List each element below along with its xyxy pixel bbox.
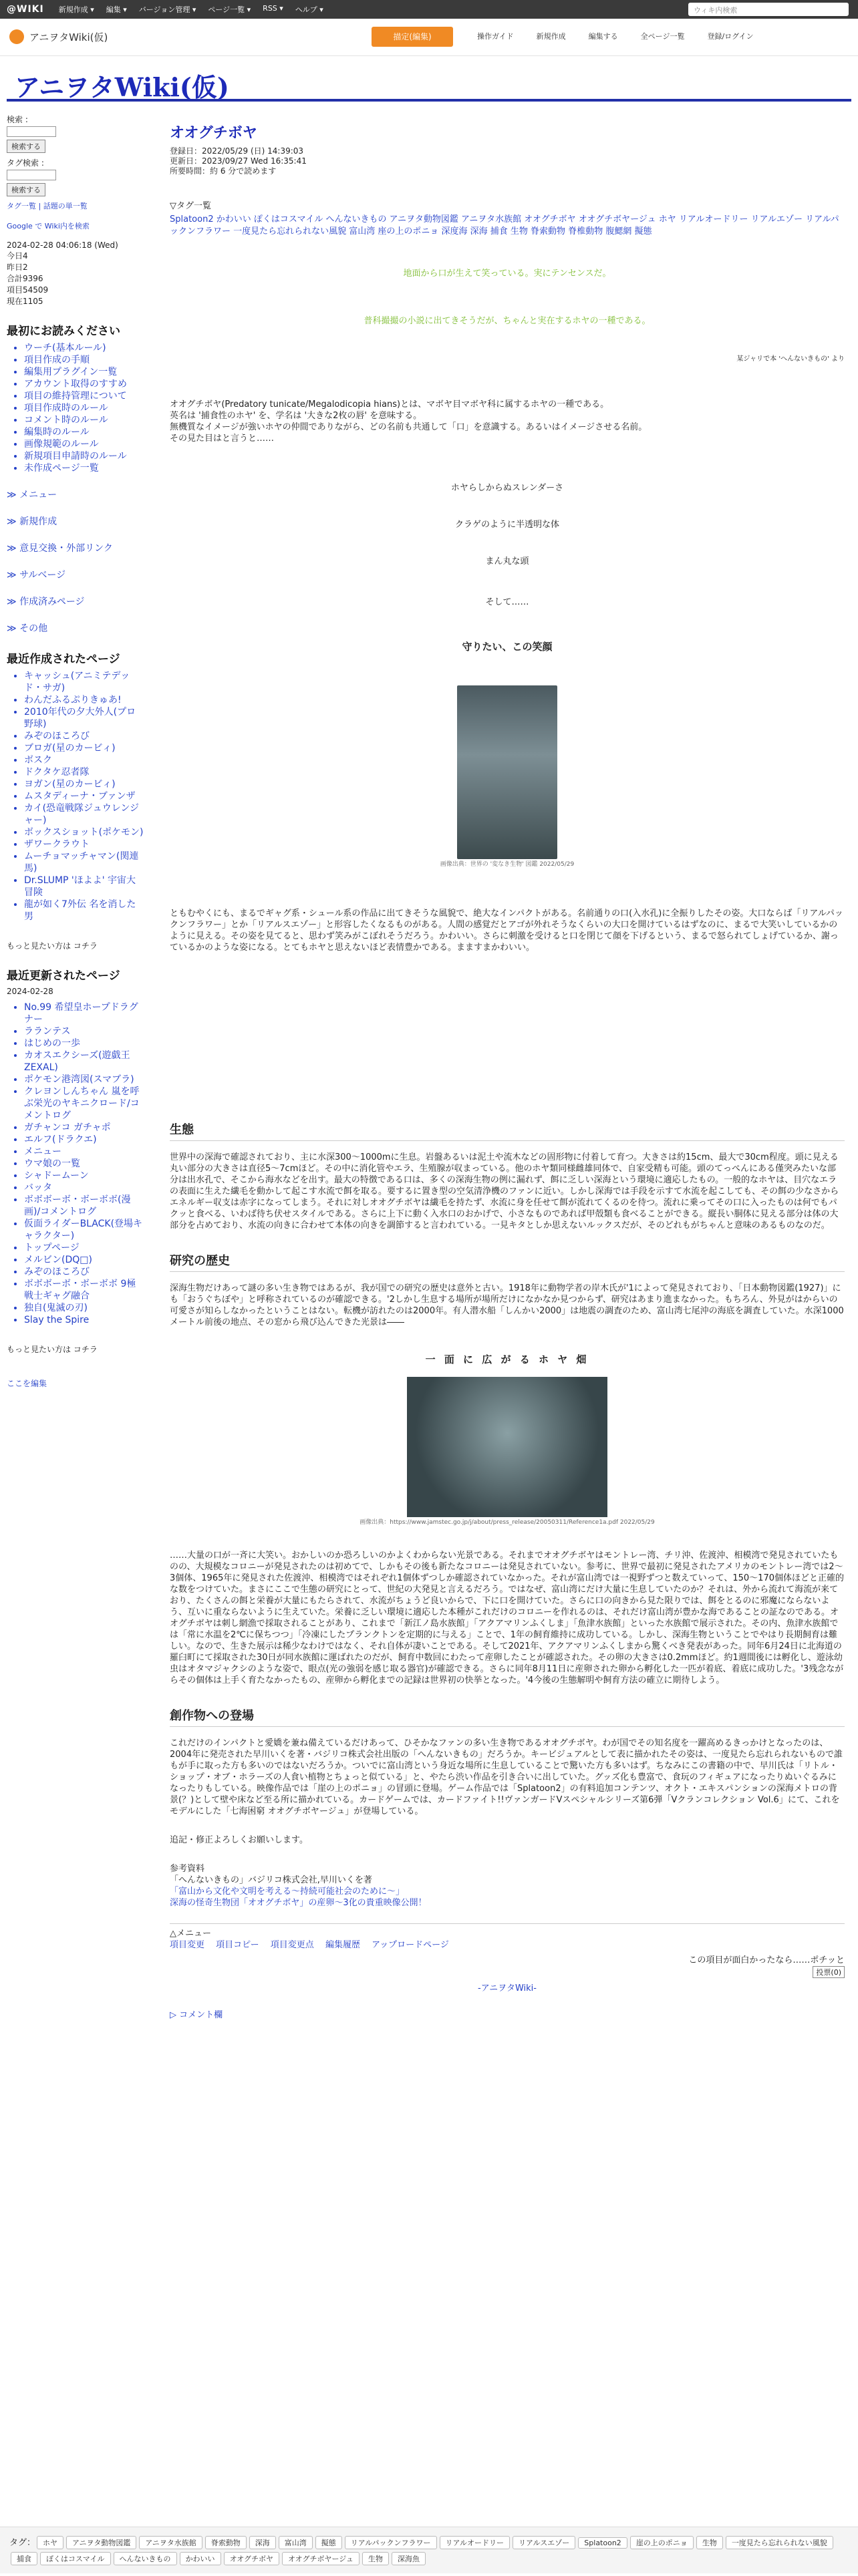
article [170, 115, 845, 2021]
updated-item-6[interactable]: • ガチャンコ ガチャポ [24, 1122, 144, 1134]
tag-search-input[interactable] [7, 170, 56, 180]
updated-item-0[interactable]: • No.99 希望皇ホープドラグナー [24, 1001, 144, 1025]
slogan-3: まん丸な頭 [485, 556, 529, 567]
sidebar-section-5[interactable]: ≫ その他 [7, 623, 48, 634]
footer-tag-3[interactable]: 脊索動物 [205, 2536, 247, 2549]
tag-list-link[interactable]: タグ一覧 | 話題の単一覧 [7, 202, 88, 210]
footer-tag-12[interactable]: 生物 [696, 2536, 723, 2549]
menu-rss[interactable]: RSS ▾ [263, 4, 283, 13]
field-text: ……大量の口が一斉に大笑い。おかしいのか恐ろしいのかよくわからない光景である。それまでオオグチボヤはモントレー湾、チリ沖、佐渡沖、相模湾で発見されていたものの、大規模なコロニーが発見されたのは初めてで、しかもその後も新たなコロニーは発見されていない。参考に、世界で最初に発見されたアメリカのモントレー湾では2〜3個体、1965年に発見された佐渡沖、相模湾ではそれぞれ1個体ずつしか確認されていなかった。それが富山湾では一視野ずつと数えていって、150〜170個体ほどと正確的な数をつけていた。まさにここで生態の研究にとって、世紀の大発見と言えるだろう。ではなぜ、富山湾にだけ大量に生息していたのか？それは、外から流れて海流が来ており、たくさんの餌と栄養が大量にもたらされて、水流がちょうど良いからで、下に口を開けていた。さらに口の向きから見た限りでは、餌をとるのに邪魔にならないよう、互いに重ならないように生えていた。栄養に乏しい環境に適応した本種がこれだけのコロニーを作れるのは、それだけ富山湾が豊かな海であることの証なのである。オオグチボヤは刺し網漁で採取されることがあり、これまで「新江ノ島水族館」「アクアマリンふくしま」「魚津水族館」といった水族館で展示された。その内、魚津水族館では「常に水温を2℃に保ちつつ」「冷凍にしたプランクトンを定期的に与える」ことで、1年の飼育維持に成功している。しかし、深海生物ということでやはり長期飼育は難しい。なので、生きた展示は稀少なわけではなく、それ自体が凄いことである。そして2021年、アクアマリンふくしまから驚くべき発表があった。同年6月24日に北海道の羅臼町にて採取された30日が同水族館に運ばれたのだが、飼育中数回にわたって産卵したことが確認された。その卵の大きさは0.2mmほど。約1週間後には孵化し、遊泳幼虫はオタマジャクシのような姿で、眼点(光の強弱を感じ取る器官)が確認できる。さらに同年8月11日に産卵された卵から孵化した一匹が着底、着底に成功した。'3残念ながらその個体は上手く育たなかったもの、産卵から孵化までの記録は世界初の快挙となった。'4今後の生態解明や飼育方法の確立に期待しよう。 [170, 1551, 844, 1685]
footer-tag-0[interactable]: ホヤ [37, 2536, 63, 2549]
footer-tag-7[interactable]: リアルパックンフラワー [345, 2536, 437, 2549]
footer-menu [170, 1923, 845, 1951]
updated-item-14[interactable]: • トップページ [24, 1242, 144, 1254]
footer-tag-2[interactable]: アニヲタ水族館 [139, 2536, 202, 2549]
footer-tag-15[interactable]: ぼくはコスマイル [40, 2552, 111, 2565]
google-search-link[interactable]: Google で Wiki内を検索 [7, 222, 90, 230]
updated-item-10[interactable]: • シャドームーン [24, 1170, 144, 1182]
all-pages-link[interactable]: 全ページ一覧 [640, 32, 685, 41]
tool-links [477, 31, 776, 41]
intro-4: その見た目はと言うと…… [170, 434, 275, 444]
smile-title: 守りたい、この笑顔 [462, 641, 553, 653]
more-link-1[interactable]: もっと見たい方は コチラ [7, 941, 98, 951]
count-today: 今日4 [7, 251, 28, 261]
nav-bar [0, 19, 858, 56]
recent-item-13[interactable]: • Dr.SLUMP 'ほよよ' 宇宙大冒険 [24, 874, 144, 899]
sidebar-section-3[interactable]: ≫ サルベージ [7, 570, 66, 581]
add-note: 追記・修正よろしくお願いします。 [170, 1835, 308, 1845]
count-yesterday: 昨日2 [7, 263, 28, 272]
photo-caption-1: 画像出典：世界の '変なき生物' 図鑑 2022/05/29 [440, 861, 575, 868]
footer-tag-13[interactable]: 一度見たら忘れられない風貌 [726, 2536, 833, 2549]
updated-item-2[interactable]: • はじめの一歩 [24, 1037, 144, 1050]
edit-button[interactable]: 描定(編集) [372, 27, 453, 47]
footer-link-2[interactable]: 項目コピー [216, 1940, 259, 1950]
recent-item-5[interactable]: • ボスク [24, 754, 144, 766]
footer-tag-4[interactable]: 深海 [249, 2536, 276, 2549]
updated-item-19[interactable]: • Slay the Spire [24, 1314, 144, 1326]
ref-1: 「へんないきもの」バジリコ株式会社,早川いくを著 [170, 1875, 372, 1885]
menu-new[interactable]: 新規作成 ▾ [58, 5, 94, 14]
footer-tag-9[interactable]: リアルスエゾー [513, 2536, 575, 2549]
first-read-item-8[interactable]: • 画像規範のルール [24, 438, 144, 450]
updated-item-15[interactable]: • メルビン(DQ□) [24, 1254, 144, 1266]
field-photo [407, 1377, 607, 1517]
recent-item-3[interactable]: • みぞのほころび [24, 730, 144, 742]
top-menu [59, 4, 335, 15]
footer-tag-8[interactable]: リアルオードリー [440, 2536, 511, 2549]
site-icon [9, 29, 24, 44]
footer-tag-18[interactable]: オオグチボヤ [224, 2552, 279, 2565]
updated-item-11[interactable]: • バッタ [24, 1182, 144, 1194]
footer-tag-19[interactable]: オオグチボヤージュ [282, 2552, 360, 2565]
updated-item-1[interactable]: • ラランテス [24, 1025, 144, 1037]
first-read-item-0[interactable]: • ウーチ(基本ルール) [24, 342, 144, 354]
sidebar-section-0[interactable]: ≫ メニュー [7, 490, 57, 500]
footer-links [170, 1939, 845, 1951]
sidebar-section-1[interactable]: ≫ 新規作成 [7, 516, 57, 527]
guide-link[interactable]: 操作ガイド [477, 32, 514, 41]
media-heading: 創作物への登場 [170, 1706, 845, 1727]
history-heading: 研究の歴史 [170, 1251, 845, 1272]
tag-list[interactable]: Splatoon2 かわいい ぽくはコスマイル へんないきもの アニヲタ動物図鑑 アニヲタ水族館 オオグチボヤ オオグチボヤージュ ホヤ リアルオードリー リアルエゾー リアルパックンフラワー 一度見たら忘れられない風貌 富山湾 座の上のポニョ 深度海 深海 捕食 生物 脊索動物 脊椎動物 腹鰓網 擬態 [170, 214, 839, 236]
more-link-2[interactable]: もっと見たい方は コチラ [7, 1345, 98, 1354]
new-link[interactable]: 新規作成 [536, 32, 566, 41]
tag-search-button[interactable]: 検索する [7, 183, 45, 196]
slogan-1: ホヤらしからぬスレンダーさ [450, 483, 564, 493]
site-name[interactable] [9, 29, 108, 44]
recent-item-12[interactable]: • ムーチョマッチャマン(関連馬) [24, 850, 144, 874]
ref-2[interactable]: 「富山から文化や文明を考える〜持続可能社会のために〜」 [170, 1887, 405, 1897]
login-link[interactable]: 登録/ログイン [707, 32, 754, 41]
updated-item-9[interactable]: • ウマ娘の一覧 [24, 1158, 144, 1170]
ref-3[interactable]: 深海の怪奇生物団「オオグチボヤ」の産卵〜3化の貴重映像公開！ [170, 1898, 427, 1908]
footer-link-1[interactable]: 項目変更 [170, 1940, 205, 1950]
ecology-heading: 生態 [170, 1120, 845, 1141]
updated-item-3[interactable]: • カオスエクシーズ(遊戯王ZEXAL) [24, 1050, 144, 1074]
recent-item-9[interactable]: • カイ(恐竜戦隊ジュウレンジャー) [24, 802, 144, 826]
footer-tag-16[interactable]: へんないきもの [114, 2552, 177, 2565]
recent-item-2[interactable]: • 2010年代の夕大外人(プロ野球) [24, 706, 144, 730]
first-read-item-9[interactable]: • 新規項目申請時のルール [24, 450, 144, 462]
footer-tag-list [0, 2527, 858, 2576]
intro-3: 無機質なイメージが強いホヤの仲間でありながら、どの名前も共通して「口」を意識する。あるいはイメージさせる名前。 [170, 422, 648, 432]
site-label: アニヲタWiki(仮) [29, 31, 108, 43]
footer-tag-11[interactable]: 崖の上のポニョ [630, 2536, 694, 2549]
first-read-item-7[interactable]: • 編集時のルール [24, 426, 144, 438]
tag-head[interactable]: ▽タグ一覧 [170, 201, 211, 211]
footer-tag-6[interactable]: 擬態 [315, 2536, 342, 2549]
footer-link-4[interactable]: 編集履歴 [325, 1940, 360, 1950]
ecology-text: 世界中の深海で確認されており、主に水深300〜1000mに生息。岩盤あるいは泥土や流木などの固形物に付着して育つ。大きさは約15cm、最大で30cm程度。頭に見える丸い部分の大きさは直径5〜7cmほど。その中に消化管やエラ、生殖腺が収まっている。他のホヤ類同様雌雄同体で、自家受精も可能。頭のてっぺんにある僅突みたいな部分は出水孔で、そこから海水などを出す。最大の特徴である口は、多くの深海生物の例に漏れず、餌に乏しい深海という環境に適応したもの。一般的なホヤは、目穴なエラの表面に生えた繊毛を動かして起こす水流で餌を取る。要するに置き型の空気清浄機のファンに近い。しかし深海では手段を示すて水流を起こしても、その餌の少なさからエネルギー収支は赤字になってしまう。それに対しオオグチボヤは繊毛を持たず、水流に身を任せて餌が流れてくるのを待つ。流れに乗ってその口に入ったものは何でもパクッと食べる、いわば待ち伏せスタイルである。さらに上下に動く入水口のおかげで、小さなものであれば甲殻類も食べることができる。縦長い胴体に見える部分は体の大部分を占めており、水流の向きに合わせて本体の向きを調節すると言われている。一見キタとしか思えないルックスだが、そのどれもがちゃんと意味のあるものなのだ。 [170, 1152, 839, 1231]
vote-text: この項目が面白かったなら……ポチッと [688, 1955, 845, 1965]
footer-tag-10[interactable]: Splatoon2 [578, 2537, 627, 2549]
slogan-2: クラゲのように半透明な体 [454, 520, 559, 530]
recent-item-7[interactable]: • ヨガン(星のカービィ) [24, 778, 144, 790]
footer-tag-1[interactable]: アニヲタ動物図鑑 [66, 2536, 136, 2549]
updated-item-18[interactable]: • 独自(鬼滅の刃) [24, 1302, 144, 1314]
first-read-title: 最初にお読みください [7, 325, 120, 338]
updated-item-13[interactable]: • 仮面ライダーBLACK(登場キャラクター) [24, 1218, 144, 1242]
sidebar [7, 114, 144, 1389]
updated-item-8[interactable]: • メニュー [24, 1146, 144, 1158]
updated-item-12[interactable]: • ボボボーボ・ボーボボ(漫画)/コメントログ [24, 1194, 144, 1218]
first-read-item-5[interactable]: • 項目作成時のルール [24, 402, 144, 414]
recent-item-1[interactable]: • わんだふるぷりきゅあ! [24, 694, 144, 706]
menu-toggle[interactable]: △メニュー [170, 1929, 211, 1939]
quote-source: 某ジャリで本 'へんないきもの' より [736, 355, 845, 363]
updated-item-7[interactable]: • エルフ(ドラクエ) [24, 1134, 144, 1146]
wiki-link[interactable]: -アニヲタWiki- [478, 1983, 537, 1993]
tag-label: タグ検索 : [7, 158, 44, 168]
menu-pages[interactable]: ページ一覧 ▾ [208, 5, 251, 14]
wiki-search-input[interactable]: ウィキ内検索 [688, 3, 849, 16]
first-read-item-1[interactable]: • 項目作成の手順 [24, 354, 144, 366]
recent-item-10[interactable]: • ボックスショット(ポケモン) [24, 826, 144, 838]
intro-1: オオグチボヤ(Predatory tunicate/Megalodicopia hians)とは、マボヤ目マボヤ科に属するホヤの一種である。 [170, 399, 609, 410]
lead-2: 普科撮撮の小説に出てきそうだが、ちゃんと実在するホヤの一種である。 [364, 316, 651, 326]
updated-date-meta: 更新日：2023/09/27 Wed 16:35:41 [170, 156, 307, 166]
sidebar-section-4[interactable]: ≫ 作成済みページ [7, 597, 85, 607]
footer-link-3[interactable]: 項目変更点 [270, 1940, 314, 1950]
updated-title: 最近更新されたページ [7, 969, 120, 983]
footer-tag-20[interactable]: 生物 [362, 2552, 389, 2565]
wiki-title[interactable]: アニヲタWiki(仮) [15, 72, 229, 102]
vote-area [170, 1955, 845, 1978]
footer-tag-label: タグ： [9, 2538, 36, 2548]
recent-item-4[interactable]: • ブロガ(星のカービィ) [24, 742, 144, 754]
reading-time: 所要時間：約 6 分で読めます [170, 166, 277, 176]
sidebar-search-input[interactable] [7, 126, 56, 137]
description: ともむやくにも、まるでギャグ系・シュール系の作品に出てきそうな風貌で、絶大なインパクトがある。名前通りの口(入水孔)に全振りしたその姿。大口ならば「リアルパックンフラワー」とか「リアルスエゾー」と形容したくなるものがある。人間の感覚だとアゴが外れそうなくらいの大口を開けているはずなのに、まるで大笑いしているかのように見える。その姿を見てると、思わず笑みがこぼれそうだろう。かわいい。さらに刺激を受けると口を閉じて顔を下げるという、まるで怒られてしょげているか、謝っているかのような姿になる。とてもホヤと思えないほど表情豊かである。まますまかわいい。 [170, 909, 843, 953]
first-read-item-2[interactable]: • 編集用プラグイン一覧 [24, 366, 144, 378]
atwiki-logo[interactable]: @WIKI [7, 4, 44, 15]
menu-edit[interactable]: 編集 ▾ [106, 5, 127, 14]
edit-here-link[interactable]: ここを編集 [7, 1379, 47, 1388]
edit-link[interactable]: 編集する [588, 32, 618, 41]
slogan-4: そして…… [485, 597, 529, 607]
intro-2: 英名は '捕食性のホヤ' を、学名は '大きな2枚の唇' を意味する。 [170, 411, 422, 421]
sidebar-section-2[interactable]: ≫ 意見交換・外部リンク [7, 543, 113, 554]
first-read-item-6[interactable]: • コメント時のルール [24, 414, 144, 426]
footer-tag-5[interactable]: 富山湾 [279, 2536, 313, 2549]
first-read-item-4[interactable]: • 項目の維持管理について [24, 390, 144, 402]
menu-help[interactable]: ヘルプ ▾ [295, 5, 323, 14]
lead-1: 地面から口が生えて笑っている。実にテンセンスだ。 [403, 269, 611, 279]
first-read-list [7, 342, 144, 474]
recent-item-8[interactable]: • ムスタディーナ・ブァンザ [24, 790, 144, 802]
tag-footer [0, 2527, 858, 2573]
count-total: 合計9396 [7, 274, 43, 283]
count-current: 現在1105 [7, 297, 43, 306]
recent-list [7, 670, 144, 923]
updated-item-17[interactable]: • ボボボーボ・ボーボボ 9極戦士ギャグ融合 [24, 1278, 144, 1302]
recent-title: 最近作成されたページ [7, 653, 120, 666]
field-title: 一 面 に 広 が る ホ ヤ 畑 [425, 1353, 589, 1365]
updated-item-5[interactable]: • クレヨンしんちゃん 嵐を呼ぶ栄光のヤキニクロード/コメントログ [24, 1086, 144, 1122]
footer-link-5[interactable]: アップロードページ [372, 1940, 449, 1950]
recent-item-14[interactable]: • 龍が如く7外伝 名を消した男 [24, 899, 144, 923]
vote-button[interactable]: 投票(0) [813, 1966, 845, 1978]
date-text: 2024-02-28 04:06:18 (Wed) [7, 240, 118, 250]
search-label: 検索 : [7, 115, 28, 124]
wiki-banner [7, 61, 851, 102]
search-button[interactable]: 検索する [7, 140, 45, 153]
history-text: 深海生物だけあって謎の多い生き物ではあるが、我が国での研究の歴史は意外と古い。1918年に動物学者の岸木氏が'1によって発見されており、「日本動物図鑑(1927)」にも「おうぐちぼや」と呼称されているのが確認できる。'2しかし生息する場所が場所だけになかなか見つからず、研究はあまり進まなかった。もちろん、外見がはからいの可愛さが知らしなかったということはない。転機が訪れたのは2000年。有人潜水船「しんかい2000」は地震の調査のため、富山湾七尾沖の海底を調査していた。水深1000メートル前後の地点、その窓から飛び込んできた光景は―― [170, 1283, 844, 1327]
media-text: これだけのインパクトと愛嬌を兼ね備えているだけあって、ひそかなファンの多い生き物であるオオグチボヤ。わが国でその知名度を一躍高めるきっかけとなったのは、2004年に発売された早川いくを著・バジリコ株式会社出版の「へんないきもの」だろうか。キービジュアルとして表に描かれたその姿は、一度見たら忘れられないもので誰もが手に取った方も多いのではないだろうか。ついでに富山湾という身近な場所に生息していることで驚いた方も多いはず。ちなみにこの書籍の中で、早川氏は「リトル・ショップ・オブ・ホラーズの人食い植物とちょっと似ている」と、やたら渋い作品を引き合いに出していた。グッズ化も豊富で、食玩のフィギュアになったりぬいぐるみになったりもしている。映像作品では「崖の上のポニョ」の冒頭に登場。ゲーム作品では「Splatoon2」の有料追加コンテンツ、オクト・エキスパンションの深海メトロの背景(？)として壁や床など至る所に描かれている。カードゲームでは、カードファイト!!ヴァンガードVスペシャルシリーズ第6弾「Vクランコレクション Vol.6」にて、これをモデルにした「七海困窮 オオグチボヤージュ」が登場している。 [170, 1738, 843, 1816]
footer-tag-21[interactable]: 深海魚 [392, 2552, 426, 2565]
recent-item-11[interactable]: • ザワークラウト [24, 838, 144, 850]
sidebar-sections [7, 488, 144, 635]
ascidian-photo [457, 685, 557, 859]
footer-tag-14[interactable]: 捕食 [11, 2552, 37, 2565]
registered-date: 登録日：2022/05/29 (日) 14:39:03 [170, 146, 304, 156]
first-read-item-3[interactable]: • アカウント取得のすすめ [24, 378, 144, 390]
menu-version[interactable]: バージョン管理 ▾ [138, 5, 196, 14]
recent-item-6[interactable]: • ドクタケ忍者隊 [24, 766, 144, 778]
updated-list [7, 1001, 144, 1326]
recent-item-0[interactable]: • キャッシュ(アニミテデッド・サガ) [24, 670, 144, 694]
photo-caption-2: 画像出典：https://www.jamstec.go.jp/j/about/press_release/20050311/Reference1a.pdf 2022/05/29 [360, 1519, 655, 1526]
updated-date: 2024-02-28 [7, 987, 53, 996]
article-title: オオグチボヤ [170, 125, 257, 142]
updated-item-16[interactable]: • みぞのほころび [24, 1266, 144, 1278]
count-items: 項目54509 [7, 285, 49, 295]
first-read-item-10[interactable]: • 未作成ページ一覧 [24, 462, 144, 474]
footer-tag-17[interactable]: かわいい [180, 2552, 221, 2565]
comment-link[interactable]: ▷ コメント欄 [170, 2010, 223, 2020]
updated-item-4[interactable]: • ポケモン港湾図(スマブラ) [24, 1074, 144, 1086]
ref-heading: 参考資料 [170, 1864, 205, 1874]
top-bar [0, 0, 858, 19]
